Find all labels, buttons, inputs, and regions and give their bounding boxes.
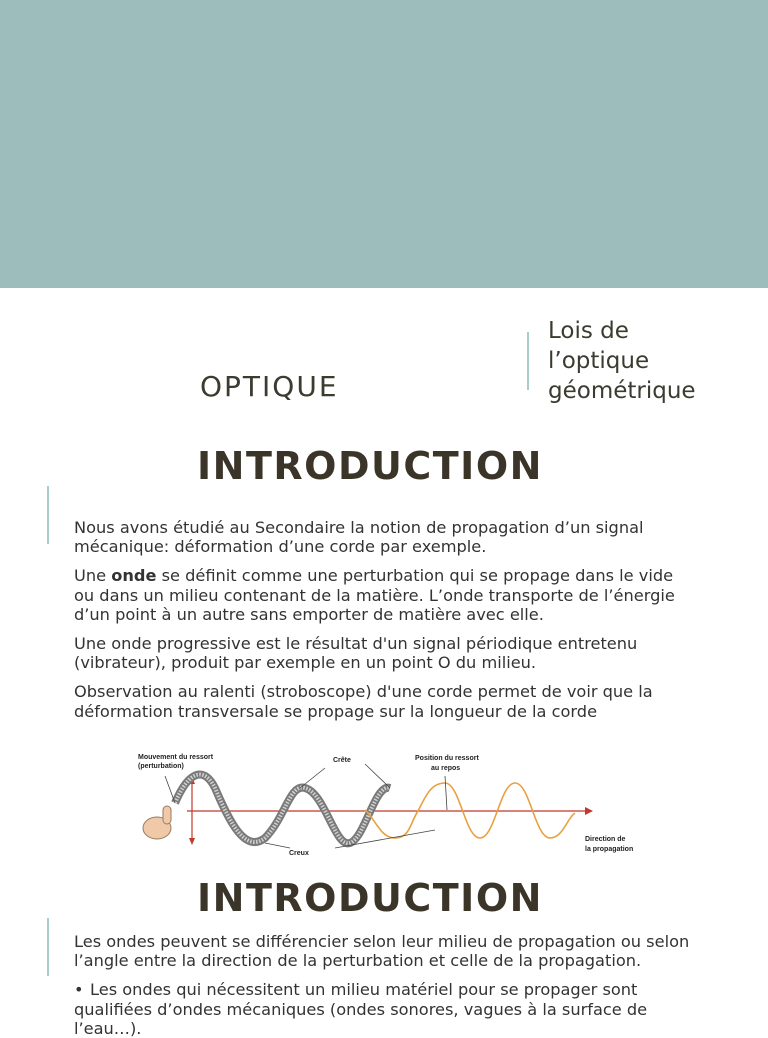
intro-text	[74, 518, 694, 758]
label-movement: Mouvement du ressort	[138, 754, 214, 761]
subtitle-line: Lois de	[548, 318, 629, 344]
paragraph	[74, 566, 694, 624]
paragraph: Une onde progressive est le résultat d'un signal périodique entretenu (vibrateur), produit par exemple en un point O du milieu.	[74, 634, 638, 673]
bullet-icon: •	[74, 980, 84, 1000]
paragraph: Les ondes peuvent se différencier selon leur milieu de propagation ou selon l’angle entre la direction de la perturbation et celle de la propagation.	[74, 932, 690, 971]
bullet-item	[74, 980, 694, 1038]
label-rest-position: au repos	[431, 765, 461, 772]
section-heading: INTRODUCTION	[197, 876, 543, 920]
wave-diagram	[135, 748, 645, 860]
title-banner	[0, 0, 768, 288]
figure-background	[135, 748, 645, 860]
label-movement: (perturbation)	[138, 763, 184, 770]
label-crest: Crête	[333, 757, 351, 764]
bold-term: onde	[111, 566, 157, 586]
accent-divider	[47, 486, 49, 544]
text-run: se définit comme une perturbation qui se propage dans le vide ou dans un milieu contenant de la matière. L’onde transporte de l’énergie d’un point à un autre sans emporter de matière avec elle.	[74, 566, 675, 624]
slide-subtitle	[548, 316, 758, 406]
subtitle-line: l’optique	[548, 348, 650, 374]
text-run: Une	[74, 566, 112, 586]
section-heading: INTRODUCTION	[197, 444, 543, 488]
label-direction: la propagation	[585, 846, 634, 853]
label-rest-position: Position du ressort	[415, 755, 479, 762]
paragraph: Nous avons étudié au Secondaire la notion de propagation d’un signal mécanique: déformation d’une corde par exemple.	[74, 518, 644, 557]
accent-divider	[47, 918, 49, 976]
subtitle-line: géométrique	[548, 378, 696, 404]
bullet-text: Les ondes qui nécessitent un milieu matériel pour se propager sont qualifiées d’ondes mécaniques (ondes sonores, vagues à la surface de l’eau…).	[74, 980, 648, 1038]
intro-text	[74, 932, 694, 1038]
accent-divider	[527, 332, 529, 390]
paragraph: Observation au ralenti (stroboscope) d'une corde permet de voir que la déformation transversale se propage sur la longueur de la corde	[74, 682, 653, 721]
label-trough: Creux	[289, 850, 309, 857]
slide-title: OPTIQUE	[200, 370, 339, 403]
label-direction: Direction de	[585, 836, 626, 843]
